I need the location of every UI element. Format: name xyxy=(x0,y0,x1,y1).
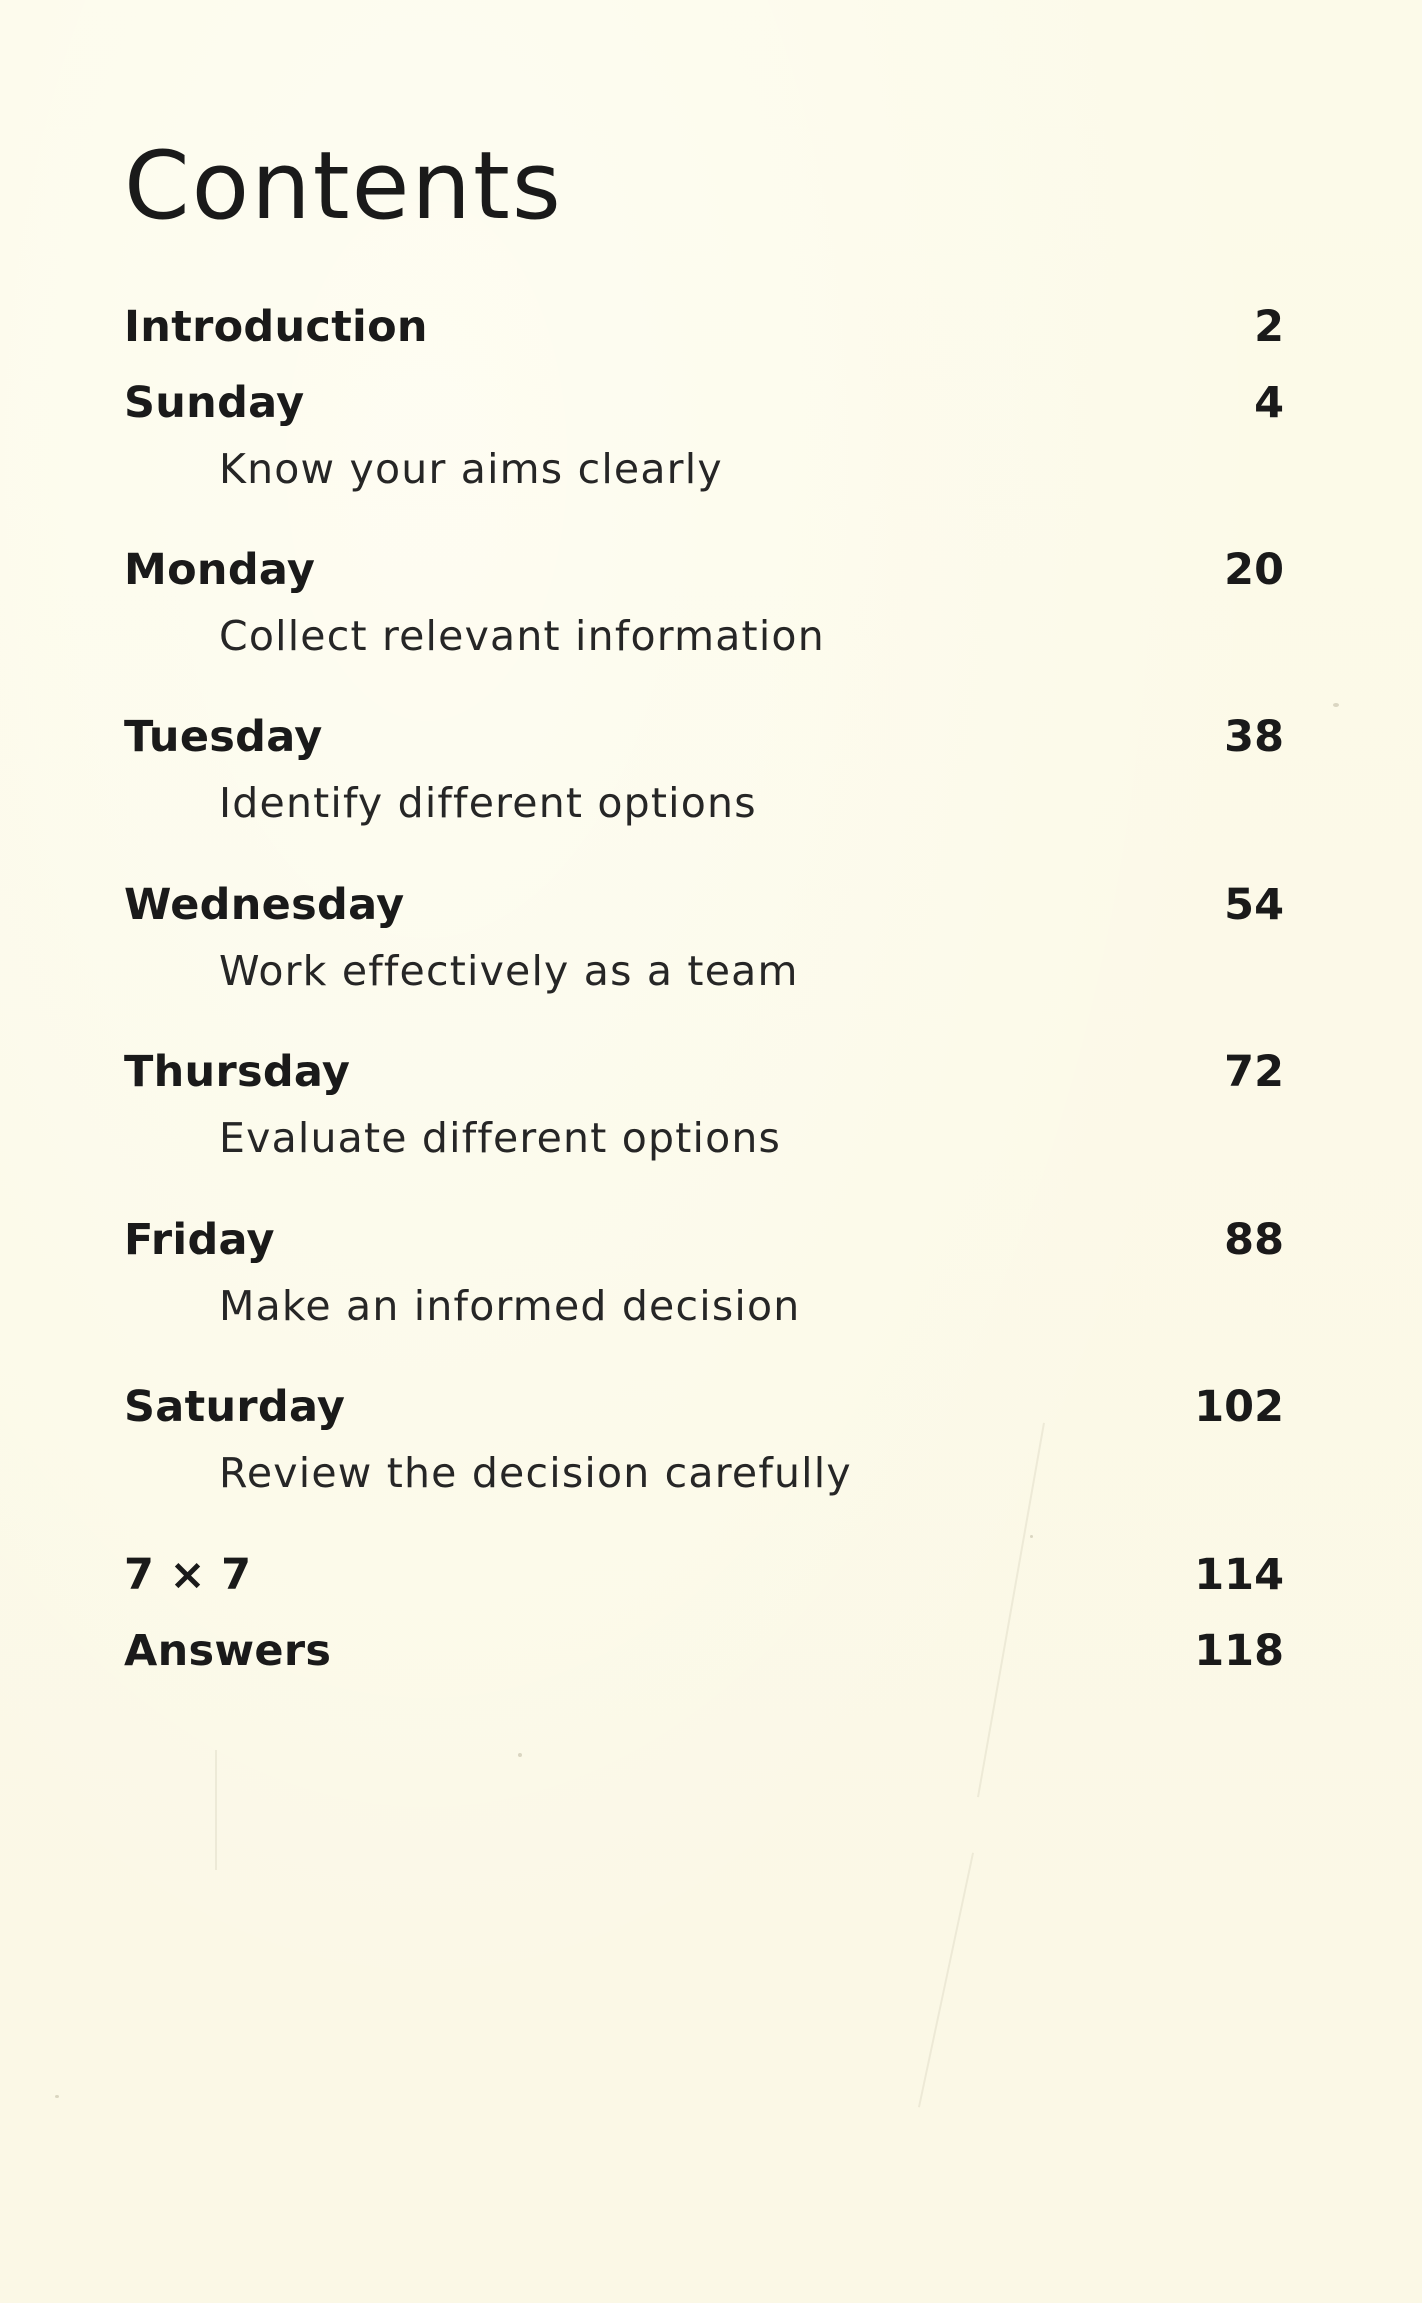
toc-subtitle: Work effectively as a team xyxy=(219,947,799,995)
page-title: Contents xyxy=(124,132,563,241)
toc-page-number: 2 xyxy=(1254,302,1284,352)
toc-entry-wednesday xyxy=(124,880,1284,995)
toc-heading: Introduction xyxy=(124,302,428,352)
toc-heading: Monday xyxy=(124,545,316,595)
toc-subtitle: Evaluate different options xyxy=(219,1114,782,1162)
toc-entry-monday xyxy=(124,545,1284,660)
toc-heading: Answers xyxy=(124,1626,332,1676)
toc-subtitle: Identify different options xyxy=(219,779,757,827)
toc-heading: Sunday xyxy=(124,378,305,428)
toc-subtitle: Know your aims clearly xyxy=(219,445,723,493)
toc-page-number: 88 xyxy=(1224,1215,1284,1265)
toc-heading: Thursday xyxy=(124,1047,351,1097)
toc-page-number: 54 xyxy=(1224,880,1284,930)
toc-page-number: 20 xyxy=(1224,545,1284,595)
toc-heading: Wednesday xyxy=(124,880,405,930)
toc-subtitle: Make an informed decision xyxy=(219,1282,801,1330)
toc-heading: Tuesday xyxy=(124,712,323,762)
toc-entry-introduction xyxy=(124,302,1284,352)
toc-entry-thursday xyxy=(124,1047,1284,1162)
toc-subtitle: Review the decision carefully xyxy=(219,1449,852,1497)
toc-entry-saturday xyxy=(124,1382,1284,1497)
toc-entry-answers xyxy=(124,1626,1284,1676)
toc-heading: Saturday xyxy=(124,1382,346,1432)
toc-page-number: 4 xyxy=(1254,378,1284,428)
toc-entry-sunday xyxy=(124,378,1284,493)
toc-page-number: 72 xyxy=(1224,1047,1284,1097)
toc-entry-tuesday xyxy=(124,712,1284,827)
toc-page-number: 102 xyxy=(1194,1382,1284,1432)
toc-page-number: 114 xyxy=(1194,1550,1284,1600)
toc-heading: 7 × 7 xyxy=(124,1550,252,1600)
toc-page-number: 38 xyxy=(1224,712,1284,762)
toc-heading: Friday xyxy=(124,1215,275,1265)
toc-subtitle: Collect relevant information xyxy=(219,612,825,660)
toc-page-number: 118 xyxy=(1194,1626,1284,1676)
toc-entry-friday xyxy=(124,1215,1284,1330)
toc-entry-7x7 xyxy=(124,1550,1284,1600)
